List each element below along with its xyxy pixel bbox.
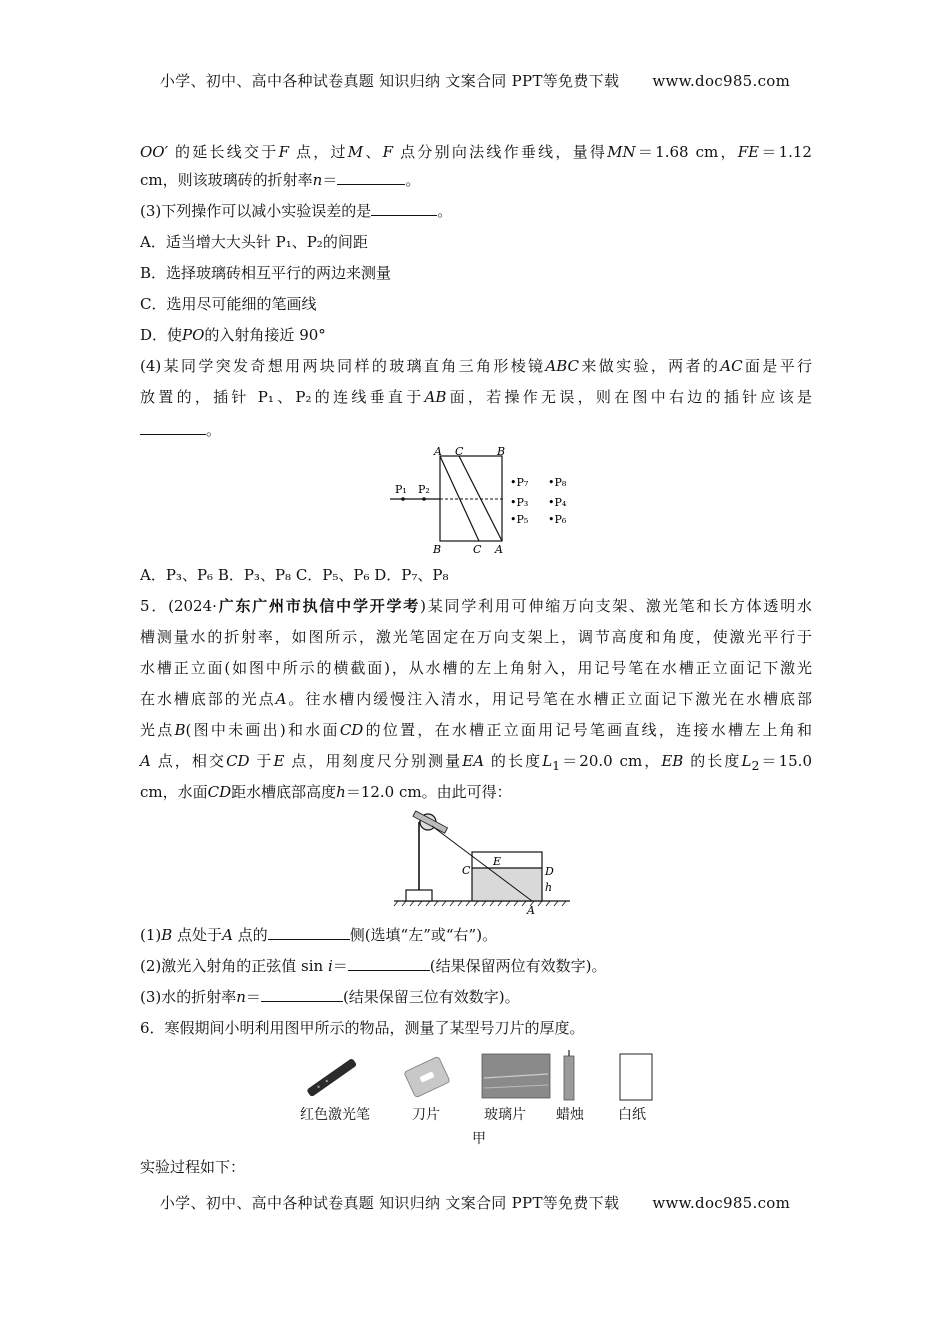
q5-sub1 <box>140 923 497 947</box>
header-text: 小学、初中、高中各种试卷真题 知识归纳 文案合同 PPT等免费下载 <box>159 72 620 90</box>
candle-picture <box>564 1050 574 1100</box>
q6-items-figure <box>302 1048 662 1108</box>
q4-cont-line2 <box>140 168 420 192</box>
t: 。 <box>405 171 421 189</box>
t: (结果保留两位有效数字)。 <box>429 957 607 975</box>
q5-line3: 水槽正立面(如图中所示的横截面)，从水槽的左上角射入，用记号笔在水槽正立面记下激光 <box>140 659 812 677</box>
t: 。往水槽内缓慢注入清水，用记号笔在水槽正立面记下激光在水槽底部 <box>286 690 812 708</box>
q4-p4-line3 <box>140 418 221 442</box>
label-p8: •P₈ <box>548 476 567 489</box>
t: ＝12.0 cm。由此可得： <box>345 783 512 801</box>
t: 。 <box>437 202 453 220</box>
t: EA <box>462 752 485 770</box>
t: i <box>327 957 333 975</box>
header-site: www.doc985.com <box>652 72 791 90</box>
t: h <box>336 783 346 801</box>
label-p2: P₂ <box>418 483 430 496</box>
label-b-top: B <box>497 446 506 458</box>
t: ＝ <box>322 171 338 189</box>
q5-sub3 <box>140 985 520 1009</box>
t: 点，过 <box>288 143 348 161</box>
q6-figure-caption: 甲 <box>472 1131 486 1147</box>
t: B <box>161 926 173 944</box>
t: (3)水的折射率 <box>140 988 237 1006</box>
t: 2 <box>751 758 760 773</box>
t: 的长度 <box>484 752 543 770</box>
t: FE <box>737 143 760 161</box>
t: E <box>273 752 285 770</box>
t: AC <box>720 357 743 375</box>
answer-blank <box>140 420 206 435</box>
item-label-glass: 玻璃片 <box>484 1107 526 1123</box>
q5-line1 <box>140 594 812 618</box>
t: (结果保留三位有效数字)。 <box>342 988 520 1006</box>
stand-base <box>406 890 432 901</box>
answer-blank <box>261 987 343 1002</box>
label-p5: •P₅ <box>510 513 529 526</box>
t: A <box>140 752 151 770</box>
tank-label-d: D <box>545 865 554 878</box>
t: (2)激光入射角的正弦值 sin <box>140 957 324 975</box>
t: 在水槽底部的光点 <box>140 690 276 708</box>
t: 的入射角接近 90° <box>204 326 326 344</box>
t: ＝1.68 cm， <box>635 143 738 161</box>
q5-line6 <box>140 749 812 773</box>
t: 、 <box>363 143 383 161</box>
label-p7: •P₇ <box>510 476 529 489</box>
t: (3)下列操作可以减小实验误差的是 <box>140 202 372 220</box>
label-p1: P₁ <box>395 483 407 496</box>
answer-blank <box>268 925 350 940</box>
t: 放置的，插针 P₁、P₂的连线垂直于 <box>140 388 425 406</box>
t: F <box>278 143 289 161</box>
t: 来做实验，两者的 <box>579 357 721 375</box>
t: CD <box>226 752 250 770</box>
t: 。 <box>206 421 222 439</box>
t: EB <box>661 752 684 770</box>
t: 的位置，在水槽正立面用记号笔画直线，连接水槽左上角和 <box>363 721 812 739</box>
q6-items-labels <box>140 1104 812 1126</box>
blade-picture <box>404 1056 450 1097</box>
t: 点，用刻度尺分别测量 <box>284 752 463 770</box>
q5-sub2 <box>140 954 607 978</box>
footer-text: 小学、初中、高中各种试卷真题 知识归纳 文案合同 PPT等免费下载 <box>159 1194 620 1212</box>
t: 面，若操作无误，则在图中右边的插针应该是 <box>446 388 812 406</box>
t: AB <box>424 388 447 406</box>
q5-source: 广东广州市执信中学开学考 <box>216 597 421 615</box>
t: cm，水面 <box>140 783 208 801</box>
t: 距水槽底部高度 <box>231 783 337 801</box>
label-p4: •P₄ <box>548 496 567 509</box>
laser-pen-picture <box>306 1058 357 1097</box>
q4-p3-option-c: C．选用尽可能细的笔画线 <box>140 295 317 313</box>
label-b-bottom: B <box>433 543 442 556</box>
t: 1 <box>552 758 561 773</box>
t: (图中未画出)和水面 <box>185 721 340 739</box>
t: L <box>542 752 553 770</box>
q5-line7 <box>140 780 512 804</box>
t: ＝20.0 cm， <box>560 752 662 770</box>
t: 的延长线交于 <box>168 143 279 161</box>
t: MN <box>607 143 636 161</box>
prism-figure <box>386 446 586 556</box>
glass-pieces-picture <box>482 1054 550 1098</box>
t: 光点 <box>140 721 175 739</box>
tank-label-h: h <box>545 881 553 894</box>
label-c-bottom: C <box>473 543 482 556</box>
t: 点，相交 <box>150 752 227 770</box>
q4-p4-line1 <box>140 354 812 378</box>
q6-process: 实验过程如下： <box>140 1158 246 1176</box>
ground-hatch <box>394 901 566 906</box>
label-a-bottom: A <box>495 543 503 556</box>
label-p6: •P₆ <box>548 513 567 526</box>
answer-blank <box>371 201 437 216</box>
t: CD <box>339 721 364 739</box>
q5-line2: 槽测量水的折射率，如图所示，激光笔固定在万向支架上，调节高度和角度，使激光平行于 <box>140 628 812 646</box>
q5-line4 <box>140 687 812 711</box>
t: 点分别向法线作垂线，量得 <box>393 143 608 161</box>
t: A <box>222 926 233 944</box>
t: F <box>382 143 394 161</box>
q4-p4-line2 <box>140 385 812 409</box>
t: (4)某同学突发奇想用两块同样的玻璃直角三角形棱镜 <box>140 357 546 375</box>
t: ＝15.0 <box>759 752 812 770</box>
t: B <box>174 721 186 739</box>
t: 的长度 <box>683 752 742 770</box>
t: ＝1.12 <box>759 143 812 161</box>
tank-label-a: A <box>527 904 535 917</box>
t: L <box>741 752 752 770</box>
page-footer <box>0 1192 950 1213</box>
q4-cont-line1 <box>140 140 812 164</box>
q4-p3-option-b: B．选择玻璃砖相互平行的两边来测量 <box>140 264 392 282</box>
item-label-candle: 蜡烛 <box>556 1107 584 1123</box>
t: CD <box>207 783 232 801</box>
q4-p3-option-a: A．适当增大大头针 P₁、P₂的间距 <box>140 233 368 251</box>
t: ＝ <box>245 988 261 1006</box>
t: (1) <box>140 926 162 944</box>
label-p3: •P₃ <box>510 496 529 509</box>
t: ABC <box>545 357 580 375</box>
q6-stem: 6．寒假期间小明利用图甲所示的物品，测量了某型号刀片的厚度。 <box>140 1019 585 1037</box>
t: 面是平行 <box>742 357 812 375</box>
t: cm，则该玻璃砖的折射率 <box>140 171 313 189</box>
q4-p4-options: A．P₃、P₆ B．P₃、P₈ C．P₅、P₆ D．P₇、P₈ <box>140 566 449 584</box>
answer-blank <box>348 956 430 971</box>
t: M <box>347 143 364 161</box>
pin-p1-dot <box>401 497 405 501</box>
t: 点的 <box>232 926 268 944</box>
q4-p3-stem <box>140 199 452 223</box>
t: n <box>236 988 246 1006</box>
answer-blank <box>337 170 405 185</box>
t: D．使 <box>140 326 183 344</box>
t: 于 <box>249 752 274 770</box>
tank-label-e: E <box>493 855 502 868</box>
water-tank-figure <box>392 808 572 918</box>
t: )某同学利用可伸缩万向支架、激光笔和长方体透明水 <box>420 597 812 615</box>
q5-line5 <box>140 718 812 742</box>
t: 5．(2024· <box>140 597 217 615</box>
t: 侧(选填“左”或“右”)。 <box>349 926 498 944</box>
footer-site: www.doc985.com <box>652 1194 791 1212</box>
t: ＝ <box>332 957 348 975</box>
label-c-top: C <box>455 446 464 458</box>
water <box>472 868 542 901</box>
t: 点处于 <box>172 926 223 944</box>
item-label-paper: 白纸 <box>618 1107 646 1123</box>
t: n <box>312 171 323 189</box>
label-a-top: A <box>434 446 442 458</box>
t: PO <box>182 326 205 344</box>
tank-label-c: C <box>462 864 471 877</box>
item-label-blade: 刀片 <box>412 1107 440 1123</box>
page-header <box>0 70 950 91</box>
pin-p2-dot <box>422 497 426 501</box>
white-paper-picture <box>620 1054 652 1100</box>
q4-oo: OO′ <box>140 143 169 161</box>
q4-p3-option-d <box>140 323 326 347</box>
t: A <box>275 690 287 708</box>
item-label-laser-pen: 红色激光笔 <box>300 1107 370 1123</box>
